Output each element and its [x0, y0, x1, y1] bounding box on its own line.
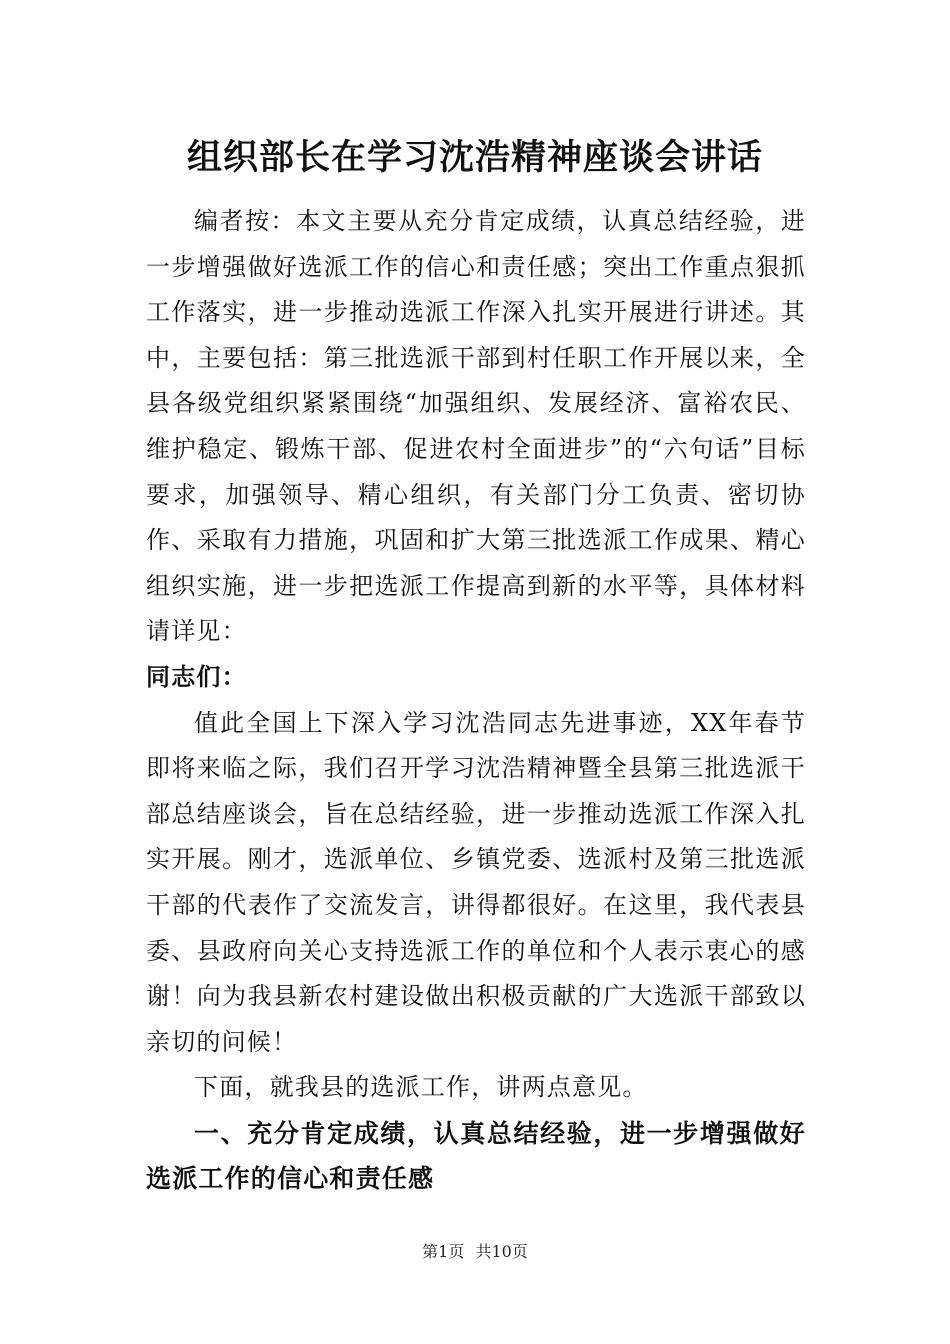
page-number: 第1页 [422, 1242, 465, 1261]
editor-note: 编者按：本文主要从充分肯定成绩，认真总结经验，进一步增强做好选派工作的信心和责任感；突出工作重点狠抓工作落实，进一步推动选派工作深入扎实开展进行讲述。其中，主要包括：第三批选派干部到村任职工作开展以来，全县各级党组织紧紧围绕“加强组织、发展经济、富裕农民、维护稳定、锻炼干部、促进农村全面进步”的“六句话”目标要求，加强领导、精心组织，有关部门分工负责、密切协作、采取有力措施，巩固和扩大第三批选派工作成果、精心组织实施，进一步把选派工作提高到新的水平等，具体材料请详见： [146, 207, 806, 646]
document-title: 组织部长在学习沈浩精神座谈会讲话 [186, 138, 763, 178]
salutation: 同志们： [146, 662, 247, 691]
page-total: 共10页 [475, 1242, 528, 1261]
document-body [146, 199, 806, 1202]
section-heading-1: 一、充分肯定成绩，认真总结经验，进一步增强做好选派工作的信心和责任感 [146, 1118, 806, 1194]
paragraph-2: 下面，就我县的选派工作，讲两点意见。 [194, 1073, 648, 1102]
page-footer [0, 1240, 950, 1264]
paragraph-1: 值此全国上下深入学习沈浩同志先进事迹，XX年春节即将来临之际，我们召开学习沈浩精神暨全县第三批选派干部总结座谈会，旨在总结经验，进一步推动选派工作深入扎实开展。刚才，选派单位、乡镇党委、选派村及第三批选派干部的代表作了交流发言，讲得都很好。在这里，我代表县委、县政府向关心支持选派工作的单位和个人表示衷心的感谢！向为我县新农村建设做出积极贡献的广大选派干部致以亲切的问候！ [146, 708, 806, 1056]
